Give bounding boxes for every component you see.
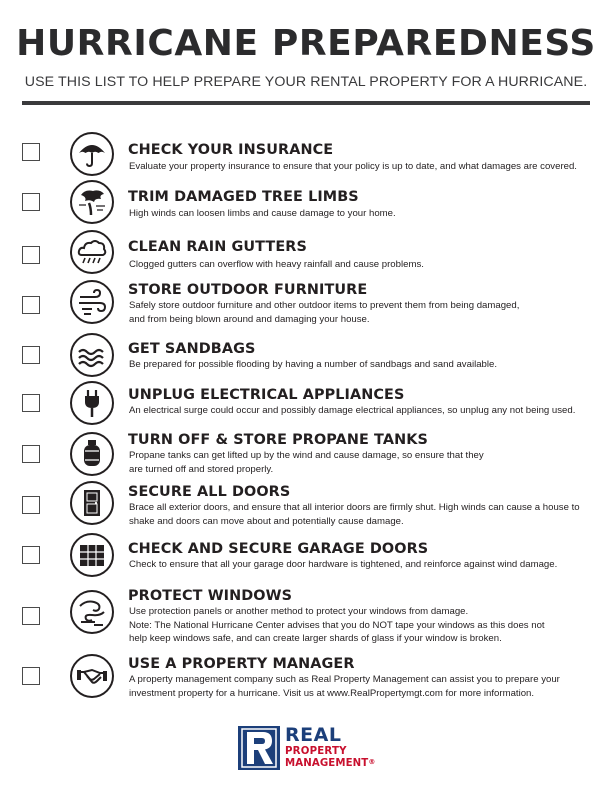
handshake-icon xyxy=(70,654,114,698)
logo-registered-mark: ® xyxy=(368,758,376,766)
checkbox-sandbags[interactable] xyxy=(22,346,40,364)
item-heading: PROTECT WINDOWS xyxy=(128,588,293,604)
logo-text-property: PROPERTY xyxy=(285,746,347,757)
item-description: An electrical surge could occur and possibly damage electrical appliances, so unplug any not being used. xyxy=(129,405,576,416)
logo-text-real: REAL xyxy=(285,724,342,746)
item-description: A property management company such as Real Property Management can assist you to prepare your investment property for a hurricane. Visit us at www.RealPropertymgt.com for more information. xyxy=(129,674,560,699)
item-description: Check to ensure that all your garage door hardware is tightened, and reinforce against wind damage. xyxy=(129,559,558,570)
checkbox-doors[interactable] xyxy=(22,496,40,514)
item-description: Propane tanks can get lifted up by the wind and cause damage, so ensure that they are turned off and stored properly. xyxy=(129,450,484,475)
logo-text-management: MANAGEMENT® xyxy=(285,758,376,769)
item-heading: USE A PROPERTY MANAGER xyxy=(128,656,355,672)
flood-waves-icon xyxy=(70,333,114,377)
item-heading: CHECK AND SECURE GARAGE DOORS xyxy=(128,541,429,557)
item-heading: GET SANDBAGS xyxy=(128,341,256,357)
door-icon xyxy=(70,481,114,525)
item-heading: UNPLUG ELECTRICAL APPLIANCES xyxy=(128,387,405,403)
item-description: Brace all exterior doors, and ensure that all interior doors are firmly shut. High winds can cause a house to shake and doors can move about and potentially cause damage. xyxy=(129,502,580,527)
item-description: Evaluate your property insurance to ensure that your policy is up to date, and what damages are covered. xyxy=(129,161,577,172)
rain-cloud-icon xyxy=(70,230,114,274)
checkbox-windows[interactable] xyxy=(22,607,40,625)
checkbox-rain-gutters[interactable] xyxy=(22,246,40,264)
windblown-tree-icon xyxy=(70,180,114,224)
garage-door-icon xyxy=(70,533,114,577)
page-title: HURRICANE PREPAREDNESS xyxy=(16,23,596,64)
item-heading: CHECK YOUR INSURANCE xyxy=(128,142,334,158)
item-description: Safely store outdoor furniture and other outdoor items to prevent them from being damaged, and from being blown around and damaging your house. xyxy=(129,300,520,325)
propane-tank-icon xyxy=(70,432,114,476)
checkbox-propane[interactable] xyxy=(22,445,40,463)
checkbox-garage-doors[interactable] xyxy=(22,546,40,564)
item-description: High winds can loosen limbs and cause damage to your home. xyxy=(129,208,396,219)
umbrella-icon xyxy=(70,132,114,176)
item-heading: TRIM DAMAGED TREE LIMBS xyxy=(128,189,359,205)
title-divider xyxy=(22,101,590,105)
item-heading: STORE OUTDOOR FURNITURE xyxy=(128,282,368,298)
wind-gust-icon xyxy=(70,280,114,324)
page-subtitle: USE THIS LIST TO HELP PREPARE YOUR RENTAL PROPERTY FOR A HURRICANE. xyxy=(24,74,588,90)
checkbox-outdoor-furniture[interactable] xyxy=(22,296,40,314)
checkbox-property-manager[interactable] xyxy=(22,667,40,685)
logo-r-emblem-icon xyxy=(238,726,280,770)
item-heading: SECURE ALL DOORS xyxy=(128,484,291,500)
item-heading: CLEAN RAIN GUTTERS xyxy=(128,239,307,255)
item-description: Clogged gutters can overflow with heavy rainfall and cause problems. xyxy=(129,259,424,270)
checkbox-tree-limbs[interactable] xyxy=(22,193,40,211)
checkbox-insurance[interactable] xyxy=(22,143,40,161)
hurricane-swirl-icon xyxy=(70,590,114,634)
item-description: Use protection panels or another method to protect your windows from damage. Note: The National Hurricane Center advises that you do NOT tape your windows as this does not help keep windows safe, and can create larger shards of glass if your window is broken. xyxy=(129,606,545,644)
checkbox-electrical[interactable] xyxy=(22,394,40,412)
item-heading: TURN OFF & STORE PROPANE TANKS xyxy=(128,432,428,448)
item-description: Be prepared for possible flooding by having a number of sandbags and sand available. xyxy=(129,359,498,370)
electrical-plug-icon xyxy=(70,381,114,425)
